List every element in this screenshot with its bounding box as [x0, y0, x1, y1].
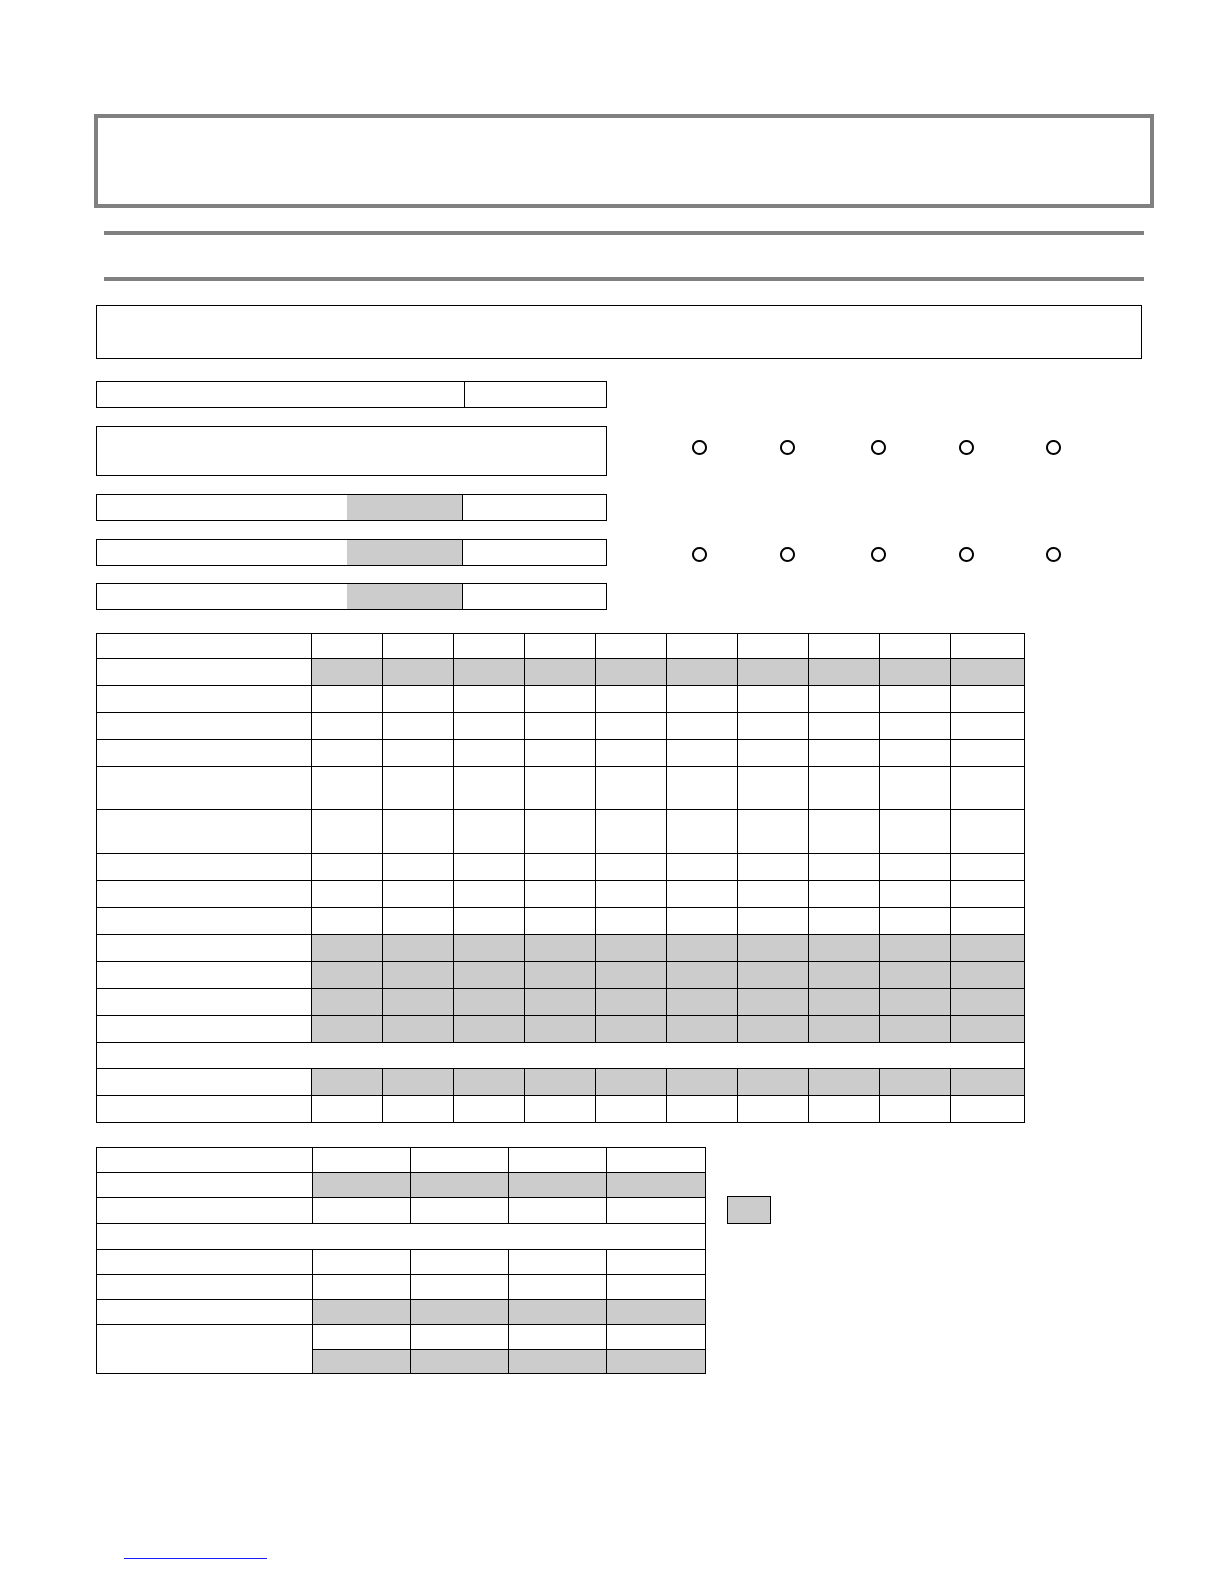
table-cell[interactable] [411, 1148, 509, 1173]
table-cell[interactable] [596, 713, 667, 740]
table-row [97, 740, 1025, 767]
table-cell[interactable] [312, 1096, 383, 1123]
shaded-cell [951, 962, 1025, 989]
table-cell[interactable] [411, 1198, 509, 1224]
row-label-cell [97, 1300, 313, 1325]
shaded-cell [383, 989, 454, 1016]
table-cell[interactable] [880, 1096, 951, 1123]
table-cell[interactable] [607, 1325, 706, 1350]
table-row [97, 634, 1025, 659]
shaded-cell [525, 935, 596, 962]
table-cell[interactable] [525, 686, 596, 713]
radio-button[interactable] [871, 440, 886, 455]
shaded-checkbox[interactable] [727, 1196, 771, 1224]
table-cell[interactable] [596, 1096, 667, 1123]
table-row [97, 713, 1025, 740]
table-cell[interactable] [738, 908, 809, 935]
shaded-cell [809, 1069, 880, 1096]
table-cell[interactable] [454, 810, 525, 854]
shaded-cell [312, 1069, 383, 1096]
shaded-cell [383, 962, 454, 989]
table-cell[interactable] [596, 634, 667, 659]
table-cell[interactable] [596, 686, 667, 713]
row-label-cell [97, 1069, 312, 1096]
table-row [97, 908, 1025, 935]
shaded-cell [667, 1069, 738, 1096]
table-cell[interactable] [454, 908, 525, 935]
shaded-cell [525, 989, 596, 1016]
table-cell[interactable] [525, 767, 596, 810]
table-cell[interactable] [951, 908, 1025, 935]
table-cell[interactable] [525, 908, 596, 935]
title-rule-bottom [104, 277, 1144, 281]
table-cell[interactable] [525, 1096, 596, 1123]
table-cell[interactable] [383, 881, 454, 908]
table-cell[interactable] [880, 686, 951, 713]
shaded-cell [951, 1016, 1025, 1043]
row-label-cell [97, 1148, 313, 1173]
shaded-cell [809, 935, 880, 962]
table-cell[interactable] [738, 810, 809, 854]
shaded-cell [454, 659, 525, 686]
table-cell[interactable] [509, 1250, 607, 1275]
row-label-cell [97, 1275, 313, 1300]
table-row [97, 686, 1025, 713]
table-cell[interactable] [809, 686, 880, 713]
table-row [97, 989, 1025, 1016]
radio-button[interactable] [871, 547, 886, 562]
row-label-cell [97, 962, 312, 989]
table-cell[interactable] [509, 1198, 607, 1224]
shaded-cell [880, 659, 951, 686]
table-cell[interactable] [667, 854, 738, 881]
table-cell[interactable] [951, 767, 1025, 810]
main-table [96, 633, 1025, 1123]
shaded-cell [454, 962, 525, 989]
table-cell[interactable] [411, 1250, 509, 1275]
table-cell[interactable] [596, 881, 667, 908]
shaded-cell [312, 935, 383, 962]
field-row-3 [96, 494, 607, 521]
shaded-cell [312, 1016, 383, 1043]
table-cell[interactable] [667, 908, 738, 935]
shaded-cell [383, 1069, 454, 1096]
field-row-5 [96, 583, 607, 610]
shaded-cell [667, 1016, 738, 1043]
table-row [97, 659, 1025, 686]
table-cell[interactable] [383, 634, 454, 659]
table-cell[interactable] [454, 686, 525, 713]
section-divider-cell [97, 1224, 706, 1250]
table-cell[interactable] [951, 713, 1025, 740]
shaded-cell [738, 935, 809, 962]
shaded-cell [313, 1300, 411, 1325]
row-label-cell [97, 634, 312, 659]
table-cell[interactable] [880, 634, 951, 659]
table-cell[interactable] [383, 908, 454, 935]
table-cell[interactable] [525, 740, 596, 767]
field-row-3-shaded [347, 495, 462, 520]
field-row-1-input[interactable] [465, 382, 606, 407]
shaded-cell [509, 1173, 607, 1198]
shaded-cell [951, 1069, 1025, 1096]
table-cell[interactable] [880, 810, 951, 854]
table-cell[interactable] [667, 634, 738, 659]
table-row [97, 1096, 1025, 1123]
row-label-cell [97, 1250, 313, 1275]
shaded-cell [880, 962, 951, 989]
row-label-cell [97, 686, 312, 713]
table-row [97, 881, 1025, 908]
radio-button[interactable] [780, 440, 795, 455]
table-cell[interactable] [312, 767, 383, 810]
table-row [97, 1300, 706, 1325]
table-cell[interactable] [383, 810, 454, 854]
shaded-cell [596, 659, 667, 686]
table-cell[interactable] [313, 1325, 411, 1350]
field-row-4-input[interactable] [462, 540, 606, 565]
field-row-4 [96, 539, 607, 566]
shaded-cell [411, 1300, 509, 1325]
shaded-cell [454, 989, 525, 1016]
table-cell[interactable] [738, 713, 809, 740]
shaded-cell [525, 659, 596, 686]
table-cell[interactable] [454, 713, 525, 740]
shaded-cell [607, 1350, 706, 1374]
radio-button[interactable] [780, 547, 795, 562]
shaded-cell [667, 989, 738, 1016]
row-label-cell [97, 1198, 313, 1224]
table-cell[interactable] [454, 740, 525, 767]
shaded-cell [411, 1173, 509, 1198]
table-cell[interactable] [667, 686, 738, 713]
shaded-cell [951, 935, 1025, 962]
table-cell[interactable] [454, 854, 525, 881]
table-row [97, 1250, 706, 1275]
shaded-cell [312, 659, 383, 686]
shaded-cell [313, 1350, 411, 1374]
row-label-cell [97, 881, 312, 908]
table-cell[interactable] [951, 634, 1025, 659]
table-cell[interactable] [383, 740, 454, 767]
table-cell[interactable] [596, 854, 667, 881]
table-cell[interactable] [809, 908, 880, 935]
row-label-cell [97, 767, 312, 810]
table-cell[interactable] [880, 881, 951, 908]
table-cell[interactable] [880, 740, 951, 767]
radio-button[interactable] [692, 547, 707, 562]
header-frame [94, 114, 1154, 208]
table-cell[interactable] [596, 908, 667, 935]
shaded-cell [312, 989, 383, 1016]
shaded-cell [596, 962, 667, 989]
shaded-cell [509, 1300, 607, 1325]
table-cell[interactable] [738, 634, 809, 659]
table-cell[interactable] [525, 854, 596, 881]
table-row [97, 962, 1025, 989]
shaded-cell [667, 935, 738, 962]
table-cell[interactable] [454, 881, 525, 908]
table-cell[interactable] [809, 634, 880, 659]
table-cell[interactable] [312, 713, 383, 740]
table-cell[interactable] [667, 881, 738, 908]
table-cell[interactable] [454, 1096, 525, 1123]
shaded-cell [383, 659, 454, 686]
table-cell[interactable] [809, 740, 880, 767]
table-cell[interactable] [738, 1096, 809, 1123]
table-cell[interactable] [809, 881, 880, 908]
table-cell[interactable] [383, 1096, 454, 1123]
field-row-1 [96, 381, 607, 408]
table-cell[interactable] [312, 908, 383, 935]
radio-button[interactable] [1046, 547, 1061, 562]
shaded-cell [809, 989, 880, 1016]
shaded-cell [454, 935, 525, 962]
shaded-cell [607, 1300, 706, 1325]
shaded-cell [525, 1016, 596, 1043]
table-cell[interactable] [383, 713, 454, 740]
table-cell[interactable] [525, 810, 596, 854]
row-label-cell [97, 908, 312, 935]
shaded-cell [312, 962, 383, 989]
table-cell[interactable] [454, 767, 525, 810]
table-cell[interactable] [607, 1250, 706, 1275]
table-cell[interactable] [509, 1275, 607, 1300]
table-cell[interactable] [667, 713, 738, 740]
row-label-cell [97, 854, 312, 881]
shaded-cell [738, 1069, 809, 1096]
table-cell[interactable] [951, 810, 1025, 854]
table-cell[interactable] [411, 1325, 509, 1350]
field-row-4-shaded [347, 540, 462, 565]
section-divider-row [97, 1224, 706, 1250]
table-cell[interactable] [312, 881, 383, 908]
shaded-cell [809, 659, 880, 686]
table-cell[interactable] [607, 1275, 706, 1300]
table-cell[interactable] [383, 854, 454, 881]
table-cell[interactable] [313, 1250, 411, 1275]
table-row [97, 1325, 706, 1350]
row-label-cell [97, 935, 312, 962]
table-cell[interactable] [509, 1148, 607, 1173]
shaded-cell [667, 659, 738, 686]
shaded-cell [880, 1016, 951, 1043]
table-cell[interactable] [809, 810, 880, 854]
shaded-cell [525, 1069, 596, 1096]
table-cell[interactable] [951, 1096, 1025, 1123]
table-cell[interactable] [312, 686, 383, 713]
table-cell[interactable] [951, 740, 1025, 767]
table-cell[interactable] [880, 908, 951, 935]
row-label-cell [97, 989, 312, 1016]
table-cell[interactable] [809, 767, 880, 810]
shaded-cell [809, 1016, 880, 1043]
shaded-cell [383, 1016, 454, 1043]
footer-link-rule[interactable] [124, 1558, 267, 1559]
table-row [97, 854, 1025, 881]
shaded-cell [809, 962, 880, 989]
table-cell[interactable] [607, 1148, 706, 1173]
shaded-cell [411, 1350, 509, 1374]
radio-button[interactable] [959, 440, 974, 455]
table-cell[interactable] [880, 713, 951, 740]
table-cell[interactable] [667, 740, 738, 767]
shaded-cell [596, 989, 667, 1016]
radio-button[interactable] [959, 547, 974, 562]
table-row [97, 1275, 706, 1300]
table-cell[interactable] [951, 686, 1025, 713]
summary-table [96, 1147, 706, 1374]
table-row [97, 767, 1025, 810]
shaded-cell [738, 659, 809, 686]
table-cell[interactable] [738, 881, 809, 908]
table-cell[interactable] [383, 767, 454, 810]
table-row [97, 1148, 706, 1173]
shaded-cell [880, 935, 951, 962]
row-label-cell [97, 659, 312, 686]
table-cell[interactable] [809, 1096, 880, 1123]
table-cell[interactable] [313, 1275, 411, 1300]
table-cell[interactable] [383, 686, 454, 713]
table-cell[interactable] [525, 634, 596, 659]
section-divider-row [97, 1043, 1025, 1069]
table-cell[interactable] [509, 1325, 607, 1350]
table-cell[interactable] [312, 740, 383, 767]
shaded-cell [313, 1173, 411, 1198]
table-row [97, 810, 1025, 854]
table-row [97, 1069, 1025, 1096]
table-row [97, 1016, 1025, 1043]
shaded-cell [880, 1069, 951, 1096]
table-cell[interactable] [667, 1096, 738, 1123]
shaded-cell [383, 935, 454, 962]
table-cell[interactable] [809, 713, 880, 740]
row-label-cell [97, 1173, 313, 1198]
table-cell[interactable] [525, 713, 596, 740]
table-cell[interactable] [880, 854, 951, 881]
table-cell[interactable] [951, 854, 1025, 881]
table-cell[interactable] [809, 854, 880, 881]
row-label-cell [97, 1016, 312, 1043]
table-row [97, 935, 1025, 962]
shaded-cell [880, 989, 951, 1016]
table-cell[interactable] [738, 767, 809, 810]
row-label-cell [97, 1096, 312, 1123]
table-cell[interactable] [738, 686, 809, 713]
table-cell[interactable] [312, 634, 383, 659]
field-row-1-label [97, 382, 465, 407]
shaded-cell [596, 935, 667, 962]
shaded-cell [454, 1016, 525, 1043]
instructions-box[interactable] [96, 305, 1142, 359]
table-cell[interactable] [880, 767, 951, 810]
table-cell[interactable] [454, 634, 525, 659]
shaded-cell [596, 1016, 667, 1043]
shaded-cell [525, 962, 596, 989]
shaded-cell [738, 962, 809, 989]
field-row-2-textarea[interactable] [96, 426, 607, 476]
shaded-cell [951, 659, 1025, 686]
row-label-cell [97, 713, 312, 740]
radio-button[interactable] [1046, 440, 1061, 455]
table-cell[interactable] [667, 767, 738, 810]
table-cell[interactable] [596, 810, 667, 854]
table-cell[interactable] [411, 1275, 509, 1300]
shaded-cell [738, 989, 809, 1016]
shaded-cell [509, 1350, 607, 1374]
field-row-5-shaded [347, 584, 462, 609]
table-cell[interactable] [607, 1198, 706, 1224]
shaded-cell [667, 962, 738, 989]
title-rule-top [104, 231, 1144, 235]
field-row-5-input[interactable] [462, 584, 606, 609]
shaded-cell [596, 1069, 667, 1096]
shaded-cell [607, 1173, 706, 1198]
table-row [97, 1173, 706, 1198]
radio-button[interactable] [692, 440, 707, 455]
row-label-cell [97, 740, 312, 767]
shaded-cell [454, 1069, 525, 1096]
shaded-cell [738, 1016, 809, 1043]
table-row [97, 1198, 706, 1224]
table-cell[interactable] [312, 810, 383, 854]
table-cell[interactable] [738, 740, 809, 767]
field-row-3-input[interactable] [462, 495, 606, 520]
table-cell[interactable] [596, 740, 667, 767]
table-cell[interactable] [667, 810, 738, 854]
table-cell[interactable] [738, 854, 809, 881]
table-cell[interactable] [596, 767, 667, 810]
table-cell[interactable] [313, 1198, 411, 1224]
table-cell[interactable] [525, 881, 596, 908]
table-cell[interactable] [313, 1148, 411, 1173]
table-cell[interactable] [312, 854, 383, 881]
table-cell[interactable] [951, 881, 1025, 908]
row-label-cell [97, 810, 312, 854]
row-label-cell [97, 1325, 313, 1374]
shaded-cell [951, 989, 1025, 1016]
section-divider-cell [97, 1043, 1025, 1069]
